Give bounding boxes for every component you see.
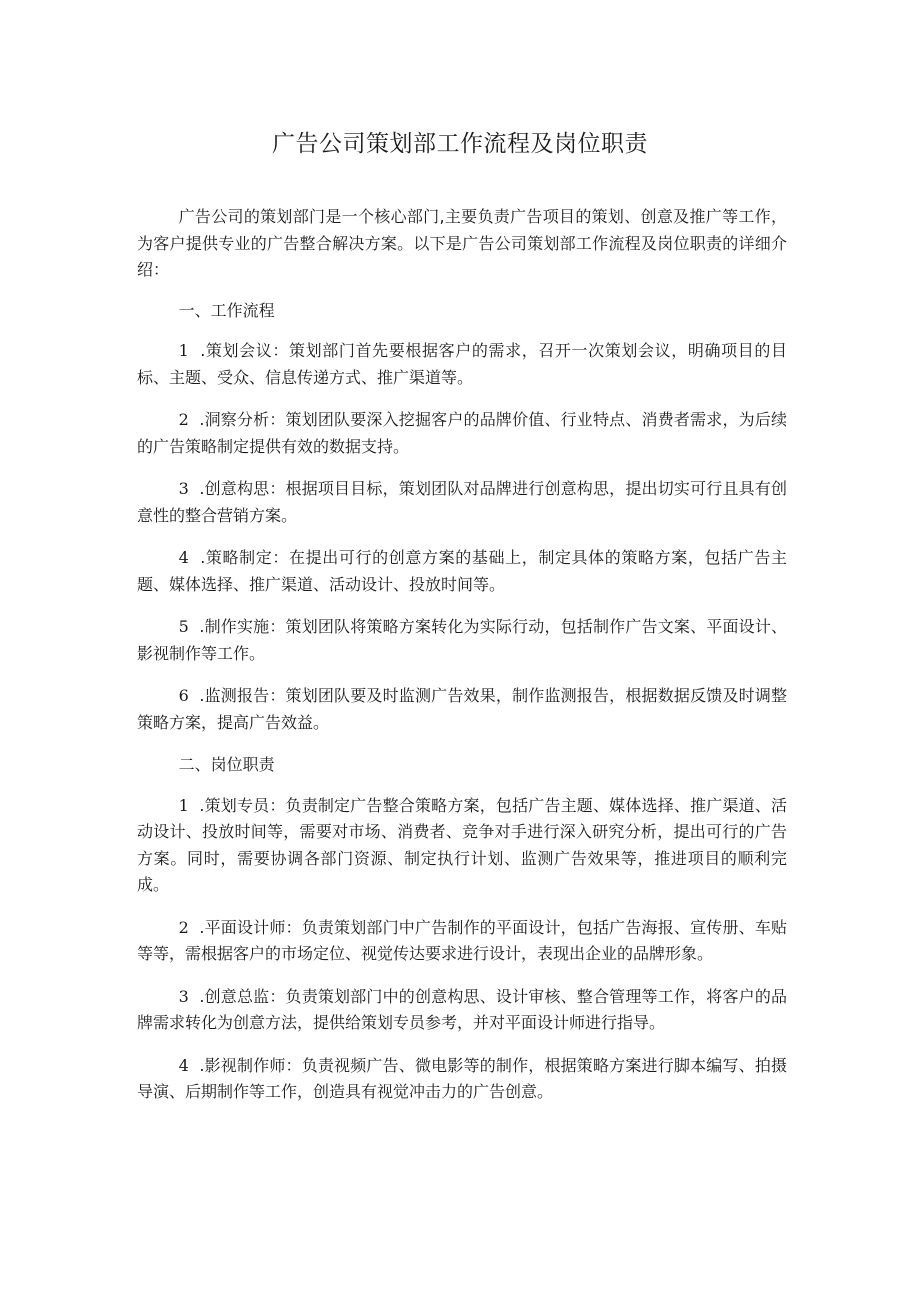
list-item xyxy=(137,1053,787,1106)
item-number: 5 xyxy=(178,617,189,636)
list-item xyxy=(137,793,787,899)
list-item xyxy=(137,338,787,391)
list-item xyxy=(137,984,787,1037)
list-item xyxy=(137,476,787,529)
item-text: .策略制定：在提出可行的创意方案的基础上，制定具体的策略方案，包括广告主题、媒体选择、推广渠道、活动设计、投放时间等。 xyxy=(137,548,788,594)
intro-paragraph: 广告公司的策划部门是一个核心部门,主要负责广告项目的策划、创意及推广等工作，为客户提供专业的广告整合解决方案。以下是广告公司策划部工作流程及岗位职责的详细介绍： xyxy=(137,207,787,279)
item-number: 3 xyxy=(178,986,189,1006)
item-text: .策划会议：策划部门首先要根据客户的需求，召开一次策划会议，明确项目的目标、主题、受众、信息传递方式、推广渠道等。 xyxy=(137,341,788,387)
item-text: .洞察分析：策划团队要深入挖掘客户的品牌价值、行业特点、消费者需求，为后续的广告策略制定提供有效的数据支持。 xyxy=(137,410,788,456)
list-item xyxy=(137,545,787,598)
list-item xyxy=(137,683,787,736)
item-text: .影视制作师：负责视频广告、微电影等的制作，根据策略方案进行脚本编写、拍摄导演、后期制作等工作，创造具有视觉冲击力的广告创意。 xyxy=(137,1055,788,1101)
item-text: .平面设计师：负责策划部门中广告制作的平面设计，包括广告海报、宣传册、车贴等等，需根据客户的市场定位、视觉传达要求进行设计，表现出企业的品牌形象。 xyxy=(137,917,788,963)
item-number: 1 xyxy=(178,341,189,360)
list-item xyxy=(137,407,787,460)
list-item xyxy=(137,614,787,667)
item-text: .监测报告：策划团队要及时监测广告效果，制作监测报告，根据数据反馈及时调整策略方案，提高广告效益。 xyxy=(137,686,788,732)
item-number: 2 xyxy=(178,410,189,429)
section-heading-workflow: 一、工作流程 xyxy=(178,300,275,320)
item-number: 4 xyxy=(178,1055,189,1075)
item-text: .制作实施：策划团队将策略方案转化为实际行动，包括制作广告文案、平面设计、影视制作等工作。 xyxy=(137,617,788,663)
item-number: 3 xyxy=(178,479,189,498)
item-text: .创意构思：根据项目目标，策划团队对品牌进行创意构思，提出切实可行且具有创意性的整合营销方案。 xyxy=(137,479,788,525)
item-text: .策划专员：负责制定广告整合策略方案，包括广告主题、媒体选择、推广渠道、活动设计、投放时间等，需要对市场、消费者、竞争对手进行深入研究分析，提出可行的广告方案。同时，需要协调各部门资源、制定执行计划、监测广告效果等，推进项目的顺利完成。 xyxy=(137,795,788,894)
item-text: .创意总监：负责策划部门中的创意构思、设计审核、整合管理等工作，将客户的品牌需求转化为创意方法，提供给策划专员参考，并对平面设计师进行指导。 xyxy=(137,986,788,1032)
item-number: 1 xyxy=(178,795,189,815)
document-title: 广告公司策划部工作流程及岗位职责 xyxy=(272,131,648,157)
item-number: 6 xyxy=(178,686,189,705)
item-number: 2 xyxy=(178,917,189,937)
item-number: 4 xyxy=(178,548,189,567)
document-body xyxy=(137,204,787,1122)
list-item xyxy=(137,915,787,968)
section-heading-responsibilities: 二、岗位职责 xyxy=(178,755,275,774)
